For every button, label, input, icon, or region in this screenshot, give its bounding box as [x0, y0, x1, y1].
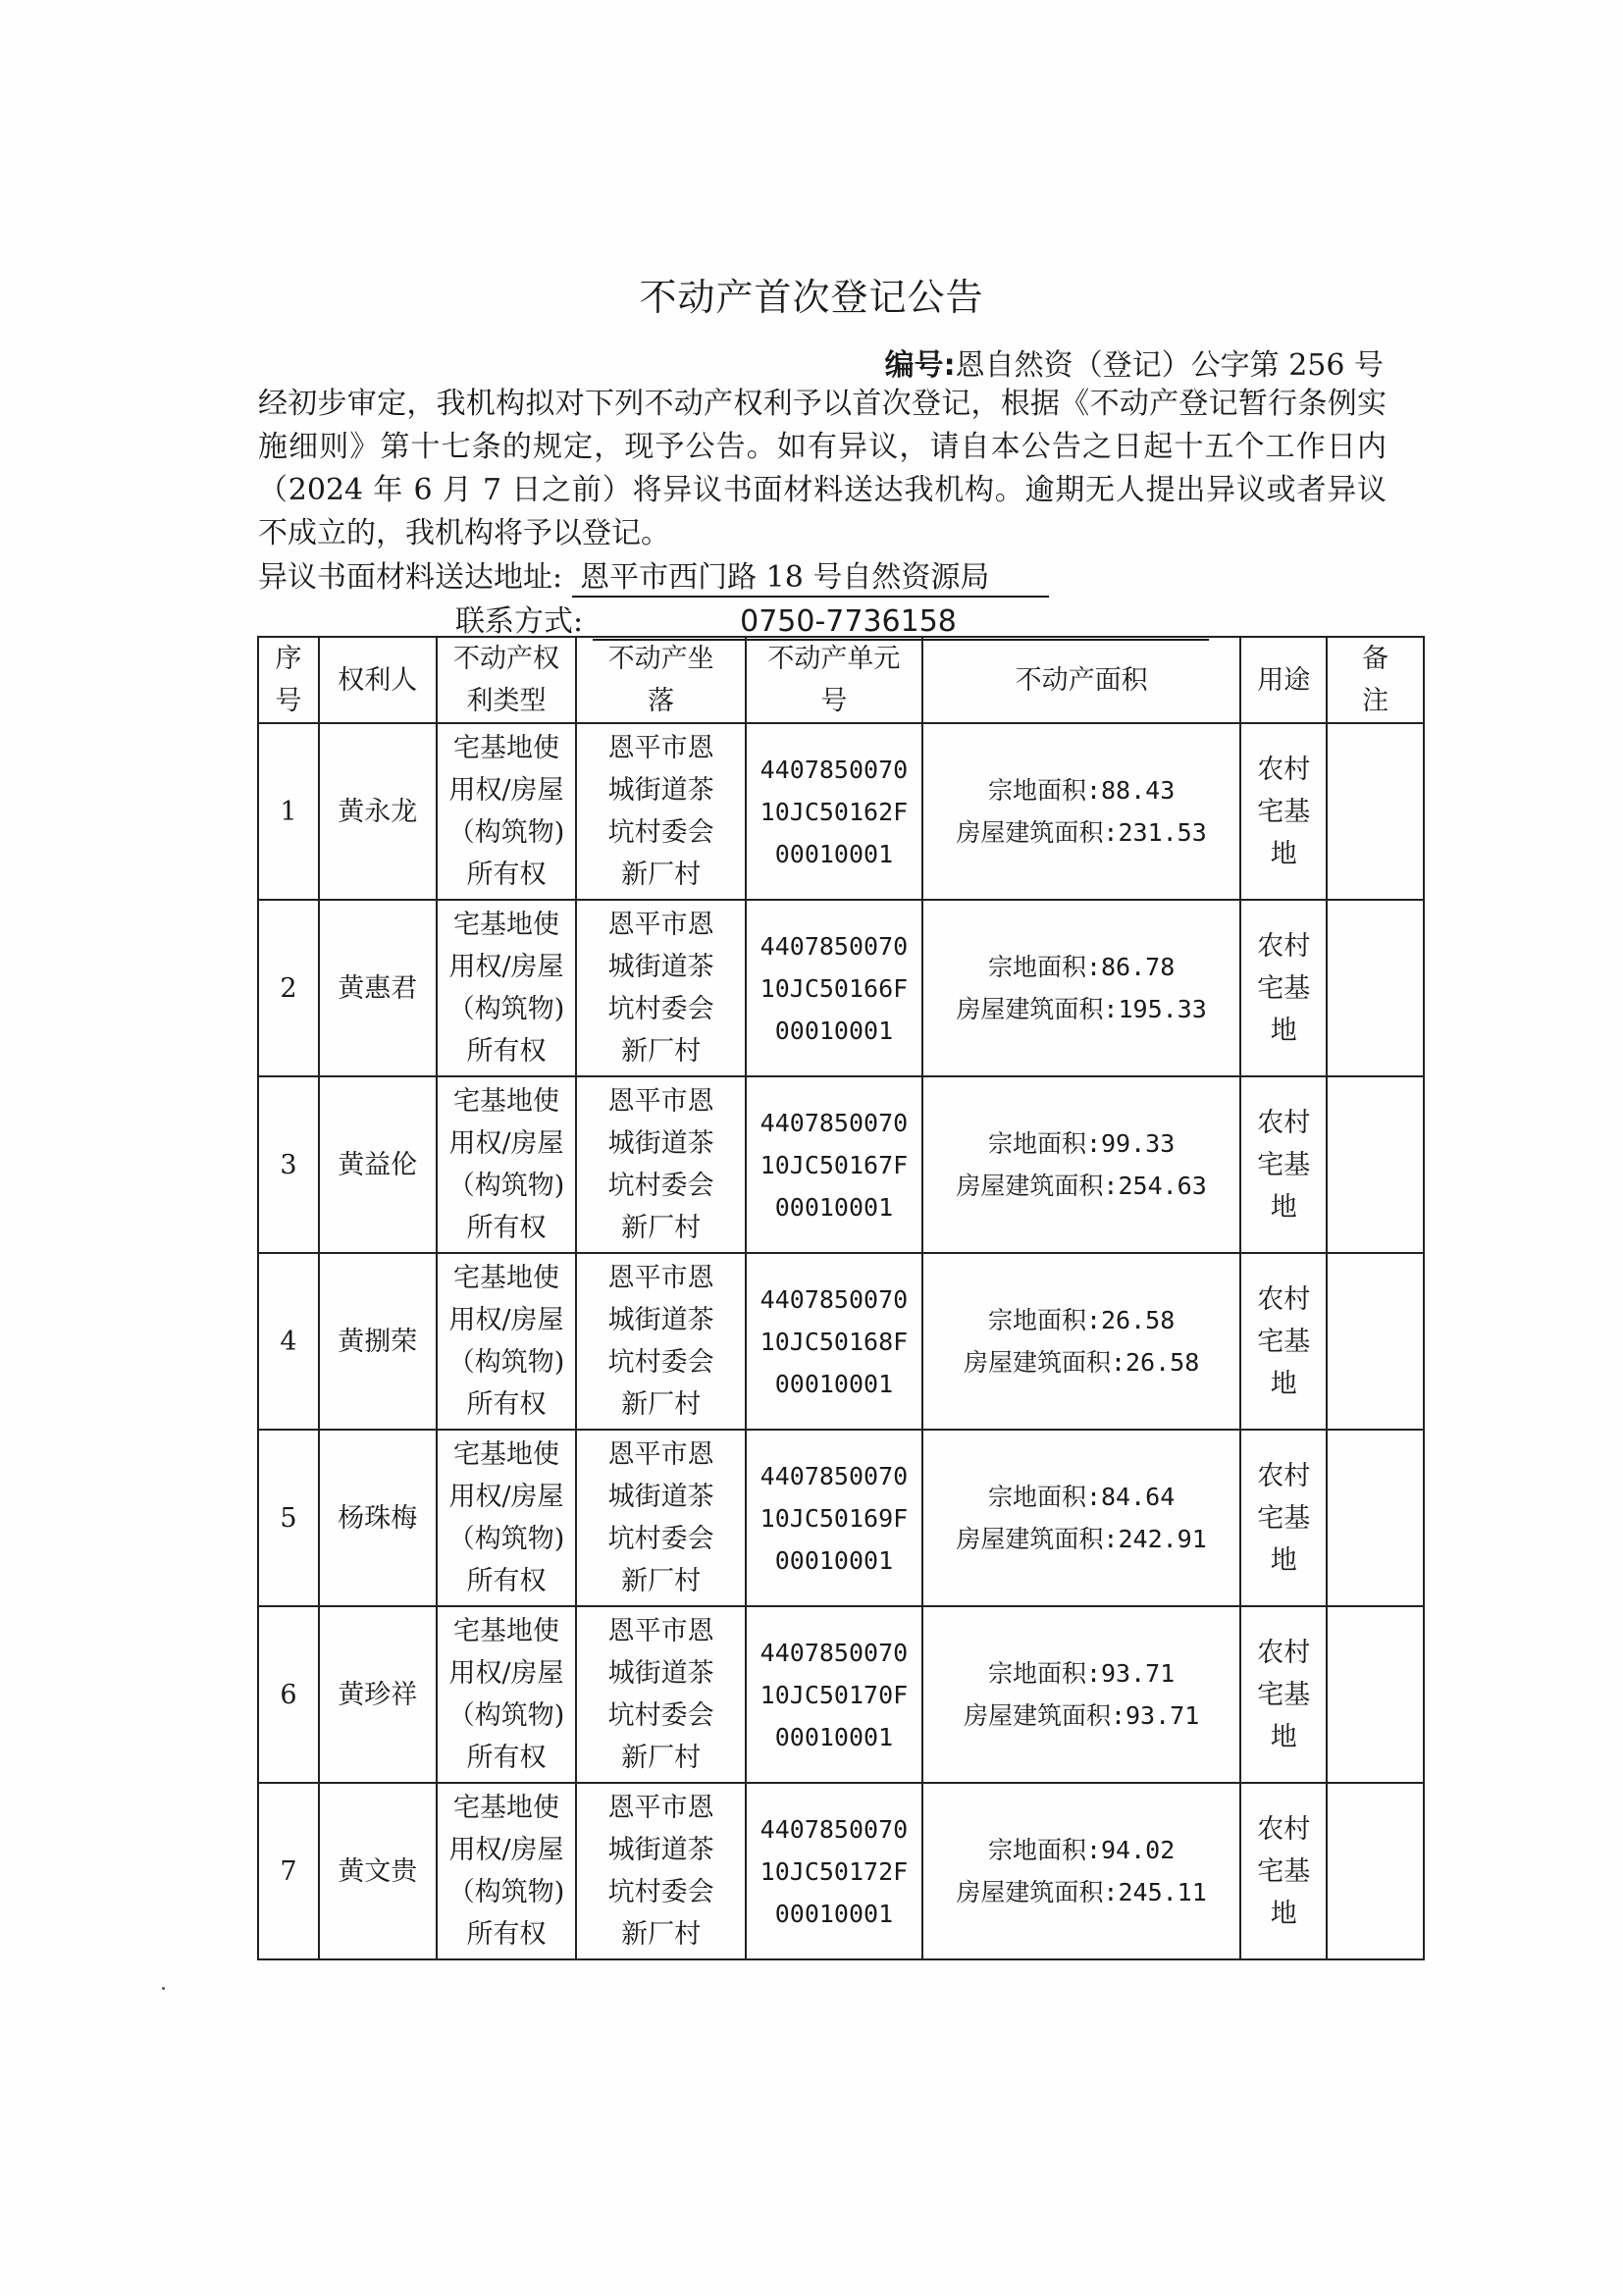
cell-seq: 4 — [258, 1253, 319, 1430]
cell-unit-no-line: 4407850070 — [759, 755, 909, 784]
cell-right-type-line: （构筑物) — [447, 1171, 565, 1201]
cell-area-line: 宗地面积:99.33 — [987, 1129, 1176, 1158]
cell-location-line: 城街道茶 — [607, 1658, 714, 1689]
cell-location-line: 新厂村 — [621, 1389, 702, 1420]
cell-unit-no — [746, 1253, 922, 1430]
cell-unit-no-line: 10JC50166F — [759, 973, 909, 1003]
cell-usage-line: 地 — [1270, 1015, 1297, 1046]
cell-right-type — [437, 1076, 577, 1253]
cell-remark — [1327, 1606, 1424, 1783]
cell-location-line: 坑村委会 — [607, 994, 714, 1024]
announcement-body: 经初步审定，我机构拟对下列不动产权利予以首次登记，根据《不动产登记暂行条例实施细则》第十七条的规定，现予公告。如有异议，请自本公告之日起十五个工作日内（2024 年 6 月 7 日之前）将异议书面材料送达我机构。逾期无人提出异议或者异议不成立的，我机构将予以登记。 — [258, 387, 1387, 550]
cell-right-type-line: （构筑物) — [447, 817, 565, 848]
cell-location-line: 坑村委会 — [607, 1700, 714, 1731]
cell-right-type — [437, 900, 577, 1076]
cell-right-type-line: 宅基地使 — [453, 1263, 560, 1293]
cell-usage-line: 宅基 — [1257, 796, 1311, 827]
cell-area-line: 宗地面积:26.58 — [987, 1306, 1176, 1334]
cell-location — [576, 900, 746, 1076]
cell-location-line: 恩平市恩 — [607, 1793, 714, 1823]
cell-unit-no-line: 10JC50167F — [759, 1150, 909, 1179]
cell-remark — [1327, 723, 1424, 900]
cell-right-type-line: （构筑物) — [447, 1524, 565, 1554]
cell-usage-line: 宅基 — [1257, 1855, 1311, 1887]
cell-location-line: 恩平市恩 — [607, 733, 714, 763]
cell-unit-no — [746, 1783, 922, 1959]
cell-unit-no-line: 4407850070 — [759, 1108, 909, 1137]
header-usage: 用途 — [1240, 637, 1327, 723]
cell-location — [576, 1783, 746, 1959]
cell-unit-no-line: 00010001 — [774, 1722, 894, 1751]
cell-remark — [1327, 1253, 1424, 1430]
cell-location-line: 新厂村 — [621, 1566, 702, 1596]
cell-unit-no — [746, 1430, 922, 1606]
cell-remark — [1327, 1076, 1424, 1253]
cell-location-line: 新厂村 — [621, 1213, 702, 1243]
cell-unit-no-line: 00010001 — [774, 1369, 894, 1398]
page-title: 不动产首次登记公告 — [639, 276, 984, 319]
cell-usage-line: 农村 — [1257, 1460, 1311, 1491]
cell-area-line: 房屋建筑面积:93.71 — [963, 1701, 1200, 1730]
cell-area-line: 房屋建筑面积:254.63 — [956, 1172, 1207, 1200]
cell-area-line: 宗地面积:88.43 — [987, 776, 1176, 805]
cell-seq: 3 — [258, 1076, 319, 1253]
cell-location-line: 坑村委会 — [607, 1347, 714, 1378]
cell-right-type-line: 所有权 — [466, 1919, 547, 1950]
cell-seq: 1 — [258, 723, 319, 900]
cell-usage — [1240, 1606, 1327, 1783]
cell-right-type-line: 所有权 — [466, 1036, 547, 1067]
cell-seq: 7 — [258, 1783, 319, 1959]
cell-location-line: 城街道茶 — [607, 775, 714, 806]
cell-area-line: 房屋建筑面积:231.53 — [956, 818, 1207, 847]
cell-remark — [1327, 1783, 1424, 1959]
table-row — [258, 723, 1424, 900]
cell-location-line: 新厂村 — [621, 860, 702, 890]
objection-address-value: 恩平市西门路 18 号自然资源局 — [572, 552, 1049, 598]
cell-owner: 黄文贵 — [319, 1783, 437, 1959]
cell-usage — [1240, 1430, 1327, 1606]
scan-speck — [162, 1987, 165, 1990]
cell-location-line: 恩平市恩 — [607, 1439, 714, 1470]
cell-usage — [1240, 1076, 1327, 1253]
cell-right-type — [437, 1606, 577, 1783]
cell-unit-no-line: 10JC50169F — [759, 1503, 909, 1533]
cell-usage-line: 地 — [1270, 1544, 1297, 1576]
cell-usage-line: 宅基 — [1257, 972, 1311, 1004]
cell-area-line: 房屋建筑面积:242.91 — [956, 1525, 1207, 1553]
cell-right-type-line: 宅基地使 — [453, 1793, 560, 1823]
cell-right-type-line: 用权/房屋 — [448, 1128, 564, 1159]
cell-right-type-line: 用权/房屋 — [448, 1835, 564, 1865]
header-remark: 备 注 — [1327, 637, 1424, 723]
cell-right-type-line: 宅基地使 — [453, 910, 560, 940]
cell-location — [576, 1606, 746, 1783]
cell-location-line: 坑村委会 — [607, 1877, 714, 1907]
cell-owner: 黄珍祥 — [319, 1606, 437, 1783]
header-owner: 权利人 — [319, 637, 437, 723]
cell-right-type-line: 宅基地使 — [453, 1086, 560, 1117]
contact-value: 0750-7736158 — [593, 604, 1209, 641]
cell-right-type-line: （构筑物) — [447, 1700, 565, 1731]
cell-usage — [1240, 1783, 1327, 1959]
cell-right-type-line: （构筑物) — [447, 1877, 565, 1907]
cell-area — [922, 1253, 1240, 1430]
header-right-type: 不动产权 利类型 — [437, 637, 577, 723]
cell-owner: 黄益伦 — [319, 1076, 437, 1253]
header-seq: 序 号 — [258, 637, 319, 723]
header-location: 不动产坐 落 — [576, 637, 746, 723]
cell-remark — [1327, 1430, 1424, 1606]
cell-location-line: 坑村委会 — [607, 1171, 714, 1201]
cell-area-line: 宗地面积:86.78 — [987, 953, 1176, 981]
cell-usage — [1240, 723, 1327, 900]
table-header-row — [258, 637, 1424, 723]
cell-area — [922, 900, 1240, 1076]
document-number — [885, 340, 1384, 384]
cell-location-line: 城街道茶 — [607, 952, 714, 982]
cell-location-line: 恩平市恩 — [607, 1086, 714, 1117]
cell-right-type-line: 所有权 — [466, 1213, 547, 1243]
cell-unit-no-line: 00010001 — [774, 1899, 894, 1928]
header-unit-no: 不动产单元 号 — [746, 637, 922, 723]
cell-location-line: 城街道茶 — [607, 1305, 714, 1335]
cell-location-line: 恩平市恩 — [607, 1616, 714, 1646]
cell-area — [922, 723, 1240, 900]
cell-location-line: 坑村委会 — [607, 1524, 714, 1554]
document-number-value: 恩自然资（登记）公字第 256 号 — [955, 348, 1384, 383]
cell-usage-line: 农村 — [1257, 1283, 1311, 1315]
cell-seq: 2 — [258, 900, 319, 1076]
cell-location-line: 新厂村 — [621, 1919, 702, 1950]
registration-table — [257, 636, 1425, 1960]
cell-usage-line: 农村 — [1257, 1637, 1311, 1668]
cell-location — [576, 723, 746, 900]
objection-address-label: 异议书面材料送达地址: — [258, 560, 563, 595]
cell-right-type — [437, 1253, 577, 1430]
cell-location-line: 新厂村 — [621, 1036, 702, 1067]
cell-usage — [1240, 1253, 1327, 1430]
cell-unit-no — [746, 1076, 922, 1253]
cell-location — [576, 1430, 746, 1606]
cell-unit-no-line: 4407850070 — [759, 1814, 909, 1844]
cell-unit-no-line: 00010001 — [774, 1192, 894, 1222]
cell-right-type-line: 用权/房屋 — [448, 1482, 564, 1512]
cell-right-type — [437, 1430, 577, 1606]
cell-usage-line: 农村 — [1257, 754, 1311, 785]
cell-unit-no — [746, 723, 922, 900]
cell-owner: 黄永龙 — [319, 723, 437, 900]
cell-usage-line: 地 — [1270, 1368, 1297, 1399]
cell-usage-line: 宅基 — [1257, 1502, 1311, 1534]
cell-usage-line: 农村 — [1257, 1107, 1311, 1138]
cell-right-type-line: （构筑物) — [447, 1347, 565, 1378]
cell-right-type — [437, 723, 577, 900]
cell-usage-line: 宅基 — [1257, 1679, 1311, 1710]
cell-usage-line: 地 — [1270, 1898, 1297, 1929]
cell-area-line: 宗地面积:84.64 — [987, 1483, 1176, 1511]
table-row — [258, 1076, 1424, 1253]
cell-unit-no — [746, 900, 922, 1076]
cell-unit-no-line: 00010001 — [774, 1545, 894, 1575]
cell-unit-no-line: 10JC50168F — [759, 1327, 909, 1356]
cell-usage-line: 宅基 — [1257, 1326, 1311, 1357]
cell-location-line: 城街道茶 — [607, 1482, 714, 1512]
cell-usage-line: 地 — [1270, 1721, 1297, 1752]
cell-usage-line: 地 — [1270, 1191, 1297, 1223]
cell-right-type-line: 用权/房屋 — [448, 775, 564, 806]
cell-unit-no-line: 10JC50172F — [759, 1856, 909, 1886]
cell-right-type-line: 用权/房屋 — [448, 952, 564, 982]
cell-location-line: 城街道茶 — [607, 1835, 714, 1865]
header-area: 不动产面积 — [922, 637, 1240, 723]
table-row — [258, 900, 1424, 1076]
cell-location-line: 新厂村 — [621, 1743, 702, 1773]
cell-right-type-line: 宅基地使 — [453, 1616, 560, 1646]
cell-area — [922, 1076, 1240, 1253]
cell-unit-no-line: 4407850070 — [759, 1638, 909, 1667]
cell-usage-line: 地 — [1270, 838, 1297, 869]
cell-area — [922, 1783, 1240, 1959]
cell-right-type-line: 所有权 — [466, 1743, 547, 1773]
cell-right-type-line: （构筑物) — [447, 994, 565, 1024]
cell-unit-no-line: 10JC50162F — [759, 797, 909, 826]
cell-area — [922, 1430, 1240, 1606]
cell-location — [576, 1076, 746, 1253]
cell-owner: 杨珠梅 — [319, 1430, 437, 1606]
cell-location-line: 城街道茶 — [607, 1128, 714, 1159]
objection-address — [258, 552, 1049, 598]
cell-unit-no-line: 10JC50170F — [759, 1680, 909, 1709]
cell-unit-no-line: 4407850070 — [759, 1284, 909, 1314]
cell-right-type-line: 所有权 — [466, 860, 547, 890]
cell-location-line: 恩平市恩 — [607, 1263, 714, 1293]
table-row — [258, 1783, 1424, 1959]
cell-remark — [1327, 900, 1424, 1076]
table-row — [258, 1253, 1424, 1430]
cell-area-line: 宗地面积:93.71 — [987, 1659, 1176, 1688]
cell-usage — [1240, 900, 1327, 1076]
cell-right-type-line: 所有权 — [466, 1566, 547, 1596]
cell-seq: 5 — [258, 1430, 319, 1606]
document-number-label: 编号: — [884, 348, 956, 383]
cell-owner: 黄捌荣 — [319, 1253, 437, 1430]
cell-owner: 黄惠君 — [319, 900, 437, 1076]
cell-unit-no-line: 4407850070 — [759, 1461, 909, 1490]
contact-label: 联系方式: — [455, 604, 584, 639]
table-row — [258, 1606, 1424, 1783]
cell-usage-line: 农村 — [1257, 1813, 1311, 1845]
cell-area — [922, 1606, 1240, 1783]
cell-right-type-line: 用权/房屋 — [448, 1658, 564, 1689]
cell-unit-no-line: 00010001 — [774, 1016, 894, 1045]
cell-usage-line: 农村 — [1257, 930, 1311, 962]
cell-usage-line: 宅基 — [1257, 1149, 1311, 1180]
cell-location-line: 恩平市恩 — [607, 910, 714, 940]
cell-right-type-line: 宅基地使 — [453, 733, 560, 763]
contact-info — [455, 597, 1209, 641]
cell-seq: 6 — [258, 1606, 319, 1783]
cell-unit-no — [746, 1606, 922, 1783]
cell-area-line: 宗地面积:94.02 — [987, 1836, 1176, 1864]
cell-location-line: 坑村委会 — [607, 817, 714, 848]
cell-right-type-line: 所有权 — [466, 1389, 547, 1420]
cell-area-line: 房屋建筑面积:245.11 — [956, 1878, 1207, 1906]
cell-right-type-line: 用权/房屋 — [448, 1305, 564, 1335]
cell-area-line: 房屋建筑面积:195.33 — [956, 995, 1207, 1023]
cell-location — [576, 1253, 746, 1430]
cell-unit-no-line: 00010001 — [774, 839, 894, 868]
cell-unit-no-line: 4407850070 — [759, 931, 909, 961]
cell-right-type — [437, 1783, 577, 1959]
table-row — [258, 1430, 1424, 1606]
cell-area-line: 房屋建筑面积:26.58 — [963, 1348, 1200, 1377]
cell-right-type-line: 宅基地使 — [453, 1439, 560, 1470]
